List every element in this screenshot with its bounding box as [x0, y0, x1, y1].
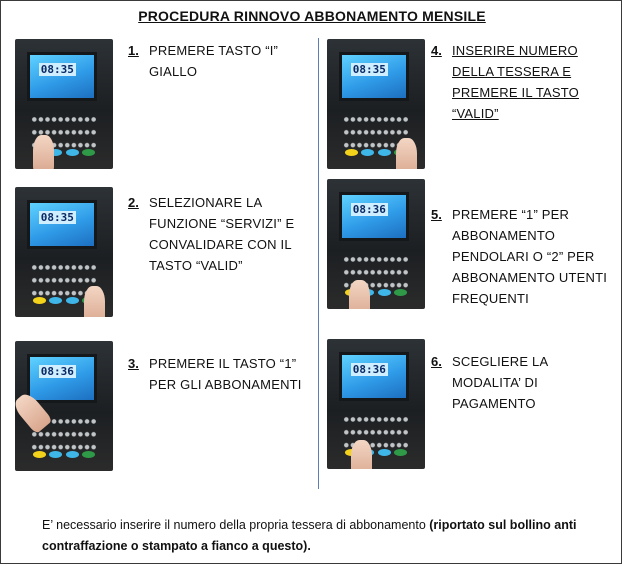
step-1-text: PREMERE TASTO “I” GIALLO: [149, 43, 279, 79]
color-keys: [33, 451, 96, 458]
step-6-text: SCEGLIERE LA MODALITA’ DI PAGAMENTO: [452, 354, 549, 411]
step-4-photo: [327, 39, 425, 169]
step-5-text: PREMERE “1” PER ABBONAMENTO PENDOLARI O “2” PER ABBONAMENTO UTENTI FREQUENTI: [452, 207, 608, 306]
finger: [351, 440, 373, 469]
step-2-text: SELEZIONARE LA FUNZIONE “SERVIZI” E CONVALIDARE CON IL TASTO “VALID”: [149, 195, 295, 273]
footnote-bold: (riportato sul bollino anti contraffazione o stampato a fianco a questo).: [42, 518, 577, 553]
step-4-number: 4.: [431, 43, 442, 58]
screen-clock: 08:35: [40, 62, 74, 76]
machine-screen: [339, 52, 410, 101]
page-title: PROCEDURA RINNOVO ABBONAMENTO MENSILE: [138, 8, 486, 24]
screen-clock: 08:36: [352, 362, 386, 376]
machine-screen: [27, 52, 98, 101]
step-2-photo: [15, 187, 113, 317]
step-1-number: 1.: [128, 43, 139, 58]
finger: [396, 138, 418, 169]
column-divider: [318, 38, 319, 489]
finger: [84, 286, 106, 317]
step-3-number: 3.: [128, 356, 139, 371]
screen-clock: 08:35: [352, 62, 386, 76]
finger: [33, 135, 55, 169]
step-4-text: INSERIRE NUMERO DELLA TESSERA E PREMERE IL TASTO “VALID”: [452, 43, 579, 121]
machine-screen: [339, 192, 410, 241]
step-3-photo: [15, 341, 113, 471]
step-1-photo: [15, 39, 113, 169]
step-5-number: 5.: [431, 207, 442, 222]
screen-clock: 08:36: [40, 364, 74, 378]
footnote: [42, 515, 612, 557]
step-6-photo: [327, 339, 425, 469]
step-5-photo: [327, 179, 425, 309]
finger: [349, 280, 371, 309]
screen-clock: 08:36: [352, 202, 386, 216]
step-2-number: 2.: [128, 195, 139, 210]
screen-clock: 08:35: [40, 210, 74, 224]
step-3-text: PREMERE IL TASTO “1” PER GLI ABBONAMENTI: [149, 356, 302, 392]
machine-screen: [27, 200, 98, 249]
machine-screen: [339, 352, 410, 401]
step-6-number: 6.: [431, 354, 442, 369]
machine-screen: [27, 354, 98, 403]
footnote-plain: E’ necessario inserire il numero della propria tessera di abbonamento: [42, 518, 430, 532]
